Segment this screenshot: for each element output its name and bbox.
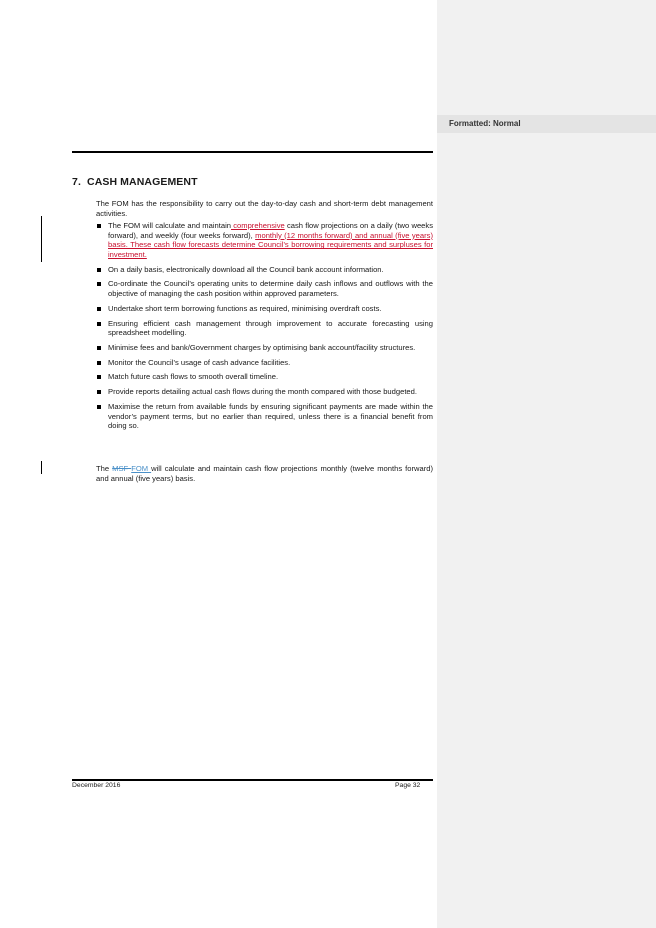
list-item: Co-ordinate the Council’s operating units to determine daily cash inflows and outflows with the objective of managing the cash position within approved parameters. [96,279,433,298]
bullet-square-icon [97,346,101,350]
format-change-balloon[interactable]: Formatted: Normal [437,115,656,133]
bullet-square-icon [97,282,101,286]
bullet-square-icon [97,268,101,272]
section-number: 7. [72,176,81,188]
bullet-square-icon [97,307,101,311]
bullet-square-icon [97,322,101,326]
list-item: Minimise fees and bank/Government charges by optimising bank account/facility structures. [96,343,433,353]
list-item: Undertake short term borrowing functions as required, minimising overdraft costs. [96,304,433,314]
comment-pane [437,0,656,928]
footer-rule [72,779,433,781]
bullet-square-icon [97,405,101,409]
responsibilities-list [96,221,433,436]
tracked-insertion[interactable]: FOM [131,464,152,473]
bullet-square-icon [97,224,101,228]
tracked-insertion[interactable]: comprehensive [231,221,285,230]
list-item: Monitor the Council’s usage of cash advance facilities. [96,358,433,368]
footer-date: December 2016 [72,782,121,789]
list-item: The FOM will calculate and maintain comprehensive cash flow projections on a daily (two weeks forward), and weekly (four weeks forward), monthly (12 months forward) and annual (five years) basis. These cash flow forecasts determine Council’s borrowing requirements and surpluses for investment. [96,221,433,259]
tracked-insertion[interactable]: monthly (12 months forward) and annual (five years) basis. These cash flow forecasts determine Council’s borrowing requirements and surpluses for investment. [108,230,433,259]
list-item: Ensuring efficient cash management through improvement to accurate forecasting using spreadsheet modelling. [96,319,433,338]
change-bar [41,461,42,474]
tracked-deletion[interactable]: MSF [112,464,132,473]
change-bar [41,216,42,262]
footer-page-number: Page 32 [395,782,421,789]
bullet-square-icon [97,361,101,365]
list-item: Match future cash flows to smooth overall timeline. [96,372,433,382]
header-rule [72,151,433,153]
section-heading [72,176,198,188]
section-title: CASH MANAGEMENT [87,176,198,188]
list-item: On a daily basis, electronically download all the Council bank account information. [96,265,433,275]
closing-paragraph: The MSF FOM will calculate and maintain cash flow projections monthly (twelve months forward) and annual (five years) basis. [96,464,434,483]
bullet-square-icon [97,390,101,394]
list-item: Provide reports detailing actual cash flows during the month compared with those budgeted. [96,387,433,397]
intro-paragraph: The FOM has the responsibility to carry out the day-to-day cash and short-term debt management activities. [96,199,433,218]
list-item: Maximise the return from available funds by ensuring significant payments are made within the vendor’s payment terms, but no earlier than required, unless there is a financial benefit from doing so. [96,402,433,431]
bullet-square-icon [97,375,101,379]
